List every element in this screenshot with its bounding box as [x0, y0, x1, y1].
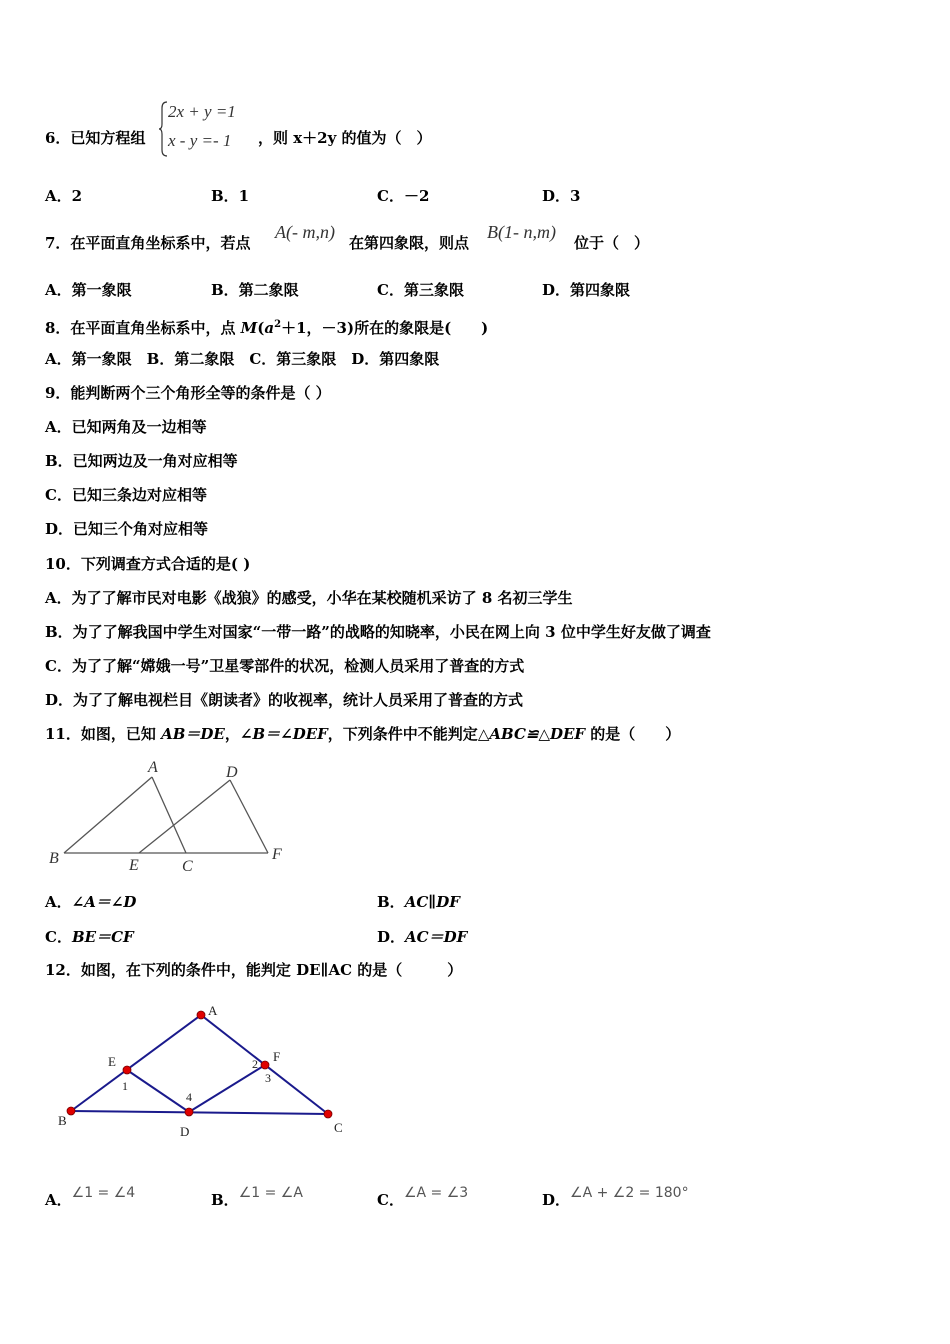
- q11-option-b-letter: B．: [377, 893, 405, 911]
- q9-option-d: D．已知三个角对应相等: [45, 520, 209, 538]
- q12-label-e: E: [108, 1054, 116, 1069]
- q11-option-d: [377, 927, 467, 947]
- q12-label-2: 2: [252, 1057, 258, 1071]
- q11-option-a-text: ∠A＝∠D: [71, 893, 137, 911]
- q12-option-c-text: ∠A = ∠3: [403, 1185, 469, 1201]
- q6-eq1: 2x + y =1: [168, 102, 236, 121]
- q7-option-d: D．第四象限: [542, 281, 631, 299]
- q9-option-c: C．已知三条边对应相等: [45, 486, 207, 504]
- q6-eq2: x - y =- 1: [168, 131, 232, 150]
- q12-point-f: [261, 1061, 269, 1069]
- q10-option-c: C．为了了解“嫦娥一号”卫星零部件的状况，检测人员采用了普查的方式: [45, 657, 525, 675]
- q6-option-d: D．3: [542, 187, 581, 205]
- q12-line-ed: [127, 1070, 189, 1112]
- q12-option-a-text: ∠1 = ∠4: [71, 1185, 136, 1201]
- q12-stem: 12．如图，在下列的条件中，能判定 DE∥AC 的是（ ）: [45, 961, 463, 979]
- q11-label-f: F: [272, 846, 282, 863]
- q11-option-a: [45, 892, 136, 912]
- q11-suffix: 的是（ ）: [585, 725, 681, 743]
- q7-middle: 在第四象限，则点: [349, 234, 470, 252]
- q7-option-a: A．第一象限: [45, 281, 132, 299]
- q12-option-b-letter: B．: [211, 1191, 239, 1209]
- q12-option-b-text: ∠1 = ∠A: [238, 1185, 303, 1201]
- q12-option-a: [45, 1185, 136, 1211]
- q11-label-e: E: [129, 857, 139, 874]
- q6-prefix: 6．已知方程组: [45, 129, 146, 147]
- q12-label-3: 3: [265, 1071, 271, 1085]
- q10-option-b: B．为了了解我国中学生对国家“一带一路”的战略的知晓率，小民在网上向 3 位中学生好友做了调查: [45, 623, 711, 641]
- q12-option-a-letter: A．: [45, 1191, 72, 1209]
- q11-cond1: AB＝DE: [161, 725, 225, 743]
- q11-option-c: [45, 927, 134, 947]
- q6-equation-system: [158, 100, 258, 158]
- q12-point-e: [123, 1066, 131, 1074]
- q11-sep: ，: [224, 725, 240, 743]
- q11-option-b-text: AC∥DF: [404, 893, 460, 911]
- q11-stem: [45, 724, 680, 744]
- q12-figure: [50, 1000, 360, 1145]
- q12-point-c: [324, 1110, 332, 1118]
- q10-option-d: D．为了了解电视栏目《朗读者》的收视率，统计人员采用了普查的方式: [45, 691, 524, 709]
- q8-suffix: 所在的象限是( ): [354, 319, 489, 337]
- q11-line-ed: [139, 780, 230, 853]
- q11-figure: [40, 755, 300, 875]
- q8-options: A．第一象限 B．第二象限 C．第三象限 D．第四象限: [45, 350, 440, 368]
- q7-point-a: A(- m,n): [275, 222, 335, 242]
- q7-option-c: C．第三象限: [377, 281, 464, 299]
- q12-point-d: [185, 1108, 193, 1116]
- q12-line-ba: [71, 1015, 201, 1111]
- q12-line-bc: [71, 1111, 328, 1114]
- q11-mid: ，下列条件中不能判定: [327, 725, 478, 743]
- q9-stem: 9．能判断两个三个角形全等的条件是（ ）: [45, 384, 331, 402]
- q6-option-c: C．－2: [377, 187, 430, 205]
- q11-option-b: [377, 892, 460, 912]
- q12-label-b: B: [58, 1113, 67, 1128]
- q11-tri: △ABC≌△DEF: [477, 725, 586, 743]
- q10-stem: 10．下列调查方式合适的是( ): [45, 555, 251, 573]
- q8-point-a: a: [264, 319, 275, 337]
- q12-label-d: D: [180, 1124, 190, 1139]
- q7-prefix: 7．在平面直角坐标系中，若点: [45, 234, 251, 252]
- q12-point-b: [67, 1107, 75, 1115]
- q8-stem: [45, 315, 488, 338]
- q12-label-1: 1: [122, 1079, 128, 1093]
- q12-point-a: [197, 1011, 205, 1019]
- q11-label-b: B: [49, 850, 59, 867]
- q8-point-open: (: [257, 319, 265, 337]
- q7-point-b: B(1- n,m): [487, 222, 556, 242]
- q11-label-c: C: [182, 858, 193, 875]
- q10-option-a: A．为了了解市民对电影《战狼》的感受，小华在某校随机采访了 8 名初三学生: [45, 589, 573, 607]
- q8-prefix: 8．在平面直角坐标系中，点: [45, 319, 241, 337]
- q12-option-c: [377, 1185, 469, 1211]
- q9-option-b: B．已知两边及一角对应相等: [45, 452, 238, 470]
- q8-point-rest: ＋1，－3): [281, 319, 355, 337]
- q12-label-4: 4: [186, 1090, 192, 1104]
- q7-suffix: 位于（ ）: [574, 234, 650, 252]
- q11-option-c-letter: C．: [45, 928, 72, 946]
- q12-option-d: [542, 1185, 689, 1211]
- q8-point-m: M: [240, 319, 258, 337]
- q11-line-ba: [64, 777, 152, 853]
- q6-suffix: ，则 x＋2y 的值为（ ）: [258, 129, 432, 147]
- q11-option-a-letter: A．: [45, 893, 72, 911]
- q6-option-b: B．1: [211, 187, 250, 205]
- q12-option-b: [211, 1185, 303, 1211]
- q12-line-df: [189, 1065, 265, 1112]
- q11-prefix: 11．如图，已知: [45, 725, 162, 743]
- q7-option-b: B．第二象限: [211, 281, 299, 299]
- q11-line-df: [230, 780, 268, 853]
- q11-cond2: ∠B＝∠DEF: [239, 725, 328, 743]
- q11-line-ac: [152, 777, 186, 853]
- q12-option-c-letter: C．: [377, 1191, 404, 1209]
- q11-option-d-letter: D．: [377, 928, 406, 946]
- q11-label-a: A: [148, 759, 158, 776]
- q6-option-a: A．2: [45, 187, 83, 205]
- q9-option-a: A．已知两角及一边相等: [45, 418, 207, 436]
- q8-point-sup: 2: [274, 319, 282, 330]
- q11-label-d: D: [226, 764, 238, 781]
- q12-option-d-letter: D．: [542, 1191, 571, 1209]
- q11-option-c-text: BE＝CF: [71, 928, 134, 946]
- q11-option-d-text: AC＝DF: [405, 928, 468, 946]
- q12-label-f: F: [273, 1049, 281, 1064]
- q12-option-d-text: ∠A + ∠2 = 180°: [570, 1185, 689, 1201]
- q12-label-c: C: [334, 1120, 343, 1135]
- q12-label-a: A: [208, 1003, 218, 1018]
